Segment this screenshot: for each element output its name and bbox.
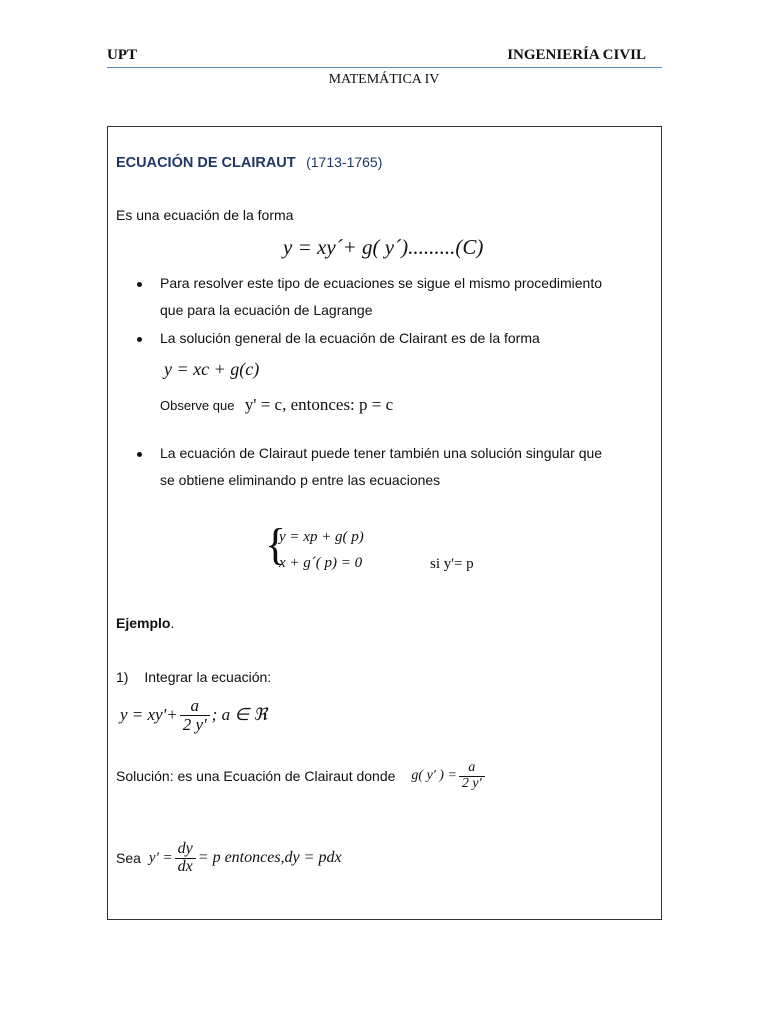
- bullet-2-line-1: La solución general de la ecuación de Clairant es de la forma: [160, 330, 540, 346]
- section-title: ECUACIÓN DE CLAIRAUT: [116, 155, 296, 171]
- system-equation-1: y = xp + g( p): [279, 529, 364, 545]
- left-brace-icon: {: [265, 520, 287, 569]
- bullet-1-line-1: Para resolver este tipo de ecuaciones se sigue el mismo procedimiento: [160, 275, 603, 291]
- bullet-3-line-2: se obtiene eliminando p entre las ecuaciones: [160, 472, 441, 488]
- solution-lhs: g( y' ) =: [411, 768, 457, 784]
- solution-denominator: 2 y': [459, 776, 485, 792]
- solution-numerator: a: [468, 760, 476, 775]
- sea-label: Sea: [116, 850, 141, 867]
- example-equation-denominator: 2 y': [180, 715, 210, 734]
- solution-text: Solución: es una Ecuación de Clairaut donde: [116, 768, 396, 785]
- observe-label: Observe que: [160, 398, 235, 413]
- sea-fraction: [175, 841, 196, 876]
- bullet-dot: [137, 282, 142, 287]
- intro-text: Es una ecuación de la forma: [116, 207, 294, 223]
- general-solution: y = xc + g(c): [164, 359, 260, 379]
- example-heading: [116, 615, 174, 631]
- solution-fraction: [459, 761, 485, 791]
- sea-lhs: y' =: [148, 849, 173, 866]
- system-condition: si y'= p: [430, 556, 474, 572]
- example-equation: [120, 697, 267, 734]
- sea-denominator: dx: [175, 858, 196, 876]
- example-equation-fraction: [180, 697, 210, 734]
- bullet-1-line-2: que para la ecuación de Lagrange: [160, 302, 373, 318]
- example-equation-lhs: y = xy'+: [120, 705, 178, 725]
- solution-line: [116, 761, 487, 791]
- course-title: MATEMÁTICA IV: [328, 72, 440, 87]
- example-equation-numerator: a: [190, 696, 199, 715]
- sea-line: [116, 841, 342, 876]
- example-equation-rhs: ; a ∈ ℜ: [211, 705, 268, 725]
- example-item: [116, 669, 271, 685]
- header-rule: [107, 67, 662, 68]
- main-equation: y = xy´+ g( y´).........(C): [283, 235, 484, 259]
- sea-rhs: = p entonces,dy = pdx: [197, 849, 342, 867]
- observe-line: [160, 395, 393, 415]
- example-item-number: 1): [116, 669, 129, 685]
- bullet-dot: [137, 452, 142, 457]
- header-right: INGENIERÍA CIVIL: [507, 47, 646, 63]
- bullet-3-line-1: La ecuación de Clairaut puede tener también una solución singular que: [160, 445, 603, 461]
- content-frame: [107, 126, 662, 920]
- system-equation-2: x + g´( p) = 0: [279, 555, 363, 571]
- sea-numerator: dy: [177, 840, 193, 857]
- observe-expression: y' = c, entonces: p = c: [244, 395, 394, 414]
- header-left: UPT: [107, 47, 137, 63]
- example-period: .: [170, 615, 175, 631]
- section-heading: [116, 154, 382, 172]
- example-label: Ejemplo: [116, 615, 171, 631]
- section-years: (1713-1765): [306, 154, 383, 170]
- example-item-text: Integrar la ecuación:: [144, 669, 272, 685]
- bullet-dot: [137, 337, 142, 342]
